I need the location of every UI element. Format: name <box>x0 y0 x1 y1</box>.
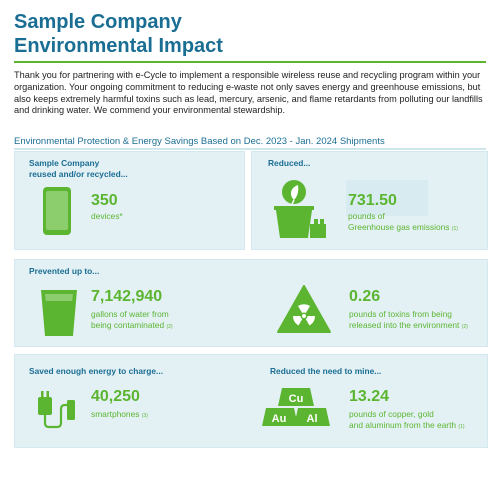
mining-desc <box>349 409 465 433</box>
devices-panel <box>14 151 245 250</box>
toxins-ref: (2) <box>461 324 468 330</box>
water-value: 7,142,940 <box>91 288 163 305</box>
title-divider <box>14 61 486 63</box>
intro-paragraph: Thank you for partnering with e-Cycle to implement a responsible wireless reuse and recycling program within your organization. Your ongoing commitment to reducing e-waste not only saves energy and greenhouse emissions, but also keeps extremely harmful toxins such as lead, mercury, arsenic, and flame retardants from polluting our landfills and drinking water. We commend your environmental stewardship. <box>14 70 483 116</box>
toxins-desc <box>349 309 468 333</box>
smartphones-desc-text: smartphones <box>91 409 140 419</box>
devices-desc: devices* <box>91 211 123 221</box>
ghg-ref: (1) <box>451 226 458 232</box>
smartphones-ref: (3) <box>141 413 148 419</box>
water-desc-line2-text: being contaminated <box>91 320 165 330</box>
charger-cable-icon <box>35 389 77 429</box>
water-desc-line2 <box>91 320 173 333</box>
ingot-cu-label: Cu <box>288 393 304 405</box>
devices-label-line1: Sample Company <box>29 158 100 168</box>
report-title: Environmental Impact <box>14 35 223 57</box>
devices-value: 350 <box>91 192 118 209</box>
toxins-value: 0.26 <box>349 288 381 305</box>
ghg-desc-line2-text: Greenhouse gas emissions <box>348 222 450 232</box>
smartphone-icon <box>42 186 72 236</box>
ghg-desc-line2 <box>348 222 458 235</box>
mining-label: Reduced the need to mine... <box>270 366 382 376</box>
section-title: Environmental Protection & Energy Savings Based on Dec. 2023 - Jan. 2024 Shipments <box>14 136 385 147</box>
ghg-desc <box>348 211 458 235</box>
ghg-panel <box>251 151 488 250</box>
page-title <box>14 10 223 58</box>
smartphones-label: Saved enough energy to charge... <box>29 366 164 376</box>
toxins-desc-line1: pounds of toxins from being <box>349 309 452 319</box>
mining-desc-line1: pounds of copper, gold <box>349 409 434 419</box>
devices-label <box>29 158 128 179</box>
mining-ref: (1) <box>458 424 465 430</box>
toxins-desc-line2-text: released into the environment <box>349 320 460 330</box>
devices-label-line2: reused and/or recycled... <box>29 168 128 179</box>
toxins-desc-line2 <box>349 320 468 333</box>
metal-ingots-icon <box>262 385 330 429</box>
smartphones-value: 40,250 <box>91 388 140 405</box>
ghg-desc-line1: pounds of <box>348 211 385 221</box>
water-label: Prevented up to... <box>29 266 100 276</box>
water-ref: (2) <box>166 324 173 330</box>
ghg-value: 731.50 <box>348 192 397 209</box>
energy-mining-panel <box>14 354 488 448</box>
smartphones-desc <box>91 409 148 422</box>
water-desc-line1: gallons of water from <box>91 309 169 319</box>
factory-leaf-icon <box>270 178 328 240</box>
radiation-warning-icon <box>276 284 332 334</box>
mining-desc-line2 <box>349 420 465 433</box>
water-toxins-panel <box>14 259 488 347</box>
water-glass-icon <box>39 288 79 338</box>
ingot-au-label: Au <box>271 413 287 425</box>
company-name: Sample Company <box>14 11 182 33</box>
ingot-al-label: Al <box>306 413 318 425</box>
mining-value: 13.24 <box>349 388 390 405</box>
water-desc <box>91 309 173 333</box>
section-divider <box>14 148 486 150</box>
mining-desc-line2-text: and aluminum from the earth <box>349 420 457 430</box>
ghg-label: Reduced... <box>268 158 311 168</box>
